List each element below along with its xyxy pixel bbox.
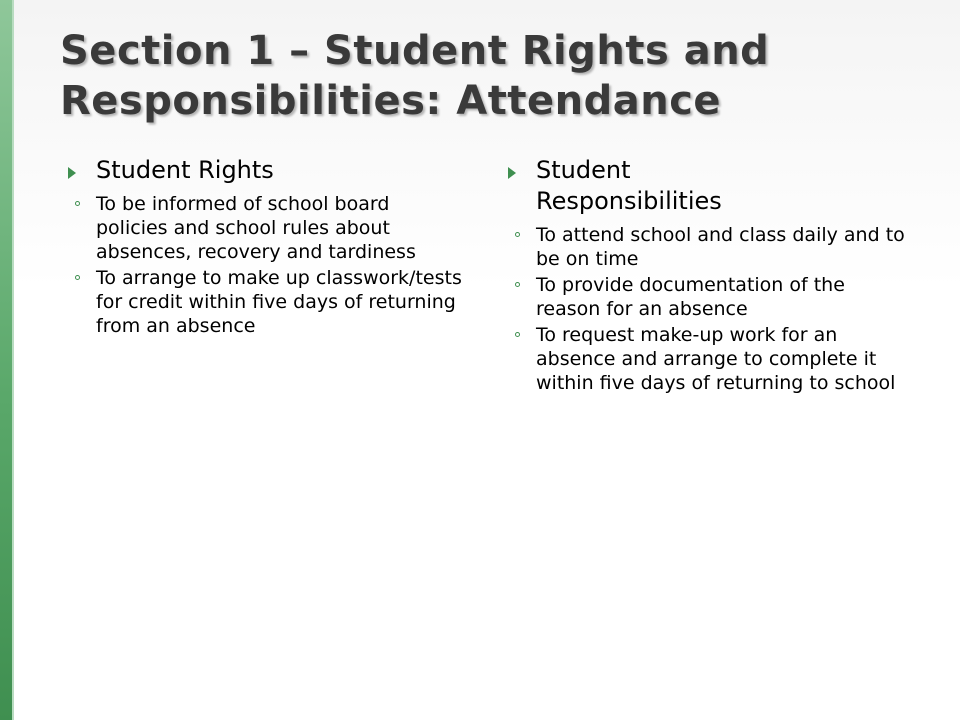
list-item-text: To provide documentation of the reason for an absence: [536, 274, 845, 320]
list-item-text: To be informed of school board policies and school rules about absences, recovery and tardiness: [96, 193, 416, 263]
triangle-bullet-icon: [508, 167, 516, 179]
list-item: [506, 323, 906, 395]
circle-bullet-icon: [515, 232, 520, 237]
circle-bullet-icon: [515, 332, 520, 337]
student-rights-list: [66, 192, 466, 338]
list-item-text: To request make-up work for an absence and arrange to complete it within five days of returning to school: [536, 324, 896, 394]
heading-text: Student Rights: [96, 156, 274, 184]
heading-text-line: Student: [536, 156, 631, 184]
list-item-text: To attend school and class daily and to be on time: [536, 224, 905, 270]
title-line: Section 1 – Student Rights and: [60, 28, 770, 74]
title-line: Responsibilities: Attendance: [60, 78, 722, 124]
list-item: [66, 266, 466, 338]
circle-bullet-icon: [75, 201, 80, 206]
circle-bullet-icon: [75, 275, 80, 280]
list-item-text: To arrange to make up classwork/tests for credit within five days of returning from an absence: [96, 267, 462, 337]
heading-text-line: Responsibilities: [536, 187, 722, 215]
student-responsibilities-heading: [506, 155, 906, 217]
left-column: [66, 155, 466, 340]
circle-bullet-icon: [515, 282, 520, 287]
student-responsibilities-list: [506, 223, 906, 395]
list-item: [506, 273, 906, 321]
left-accent-bar: [0, 0, 12, 720]
triangle-bullet-icon: [68, 167, 76, 179]
list-item: [506, 223, 906, 271]
right-column: [506, 155, 906, 397]
student-rights-heading: [66, 155, 466, 186]
list-item: [66, 192, 466, 264]
slide-title: [60, 26, 940, 126]
